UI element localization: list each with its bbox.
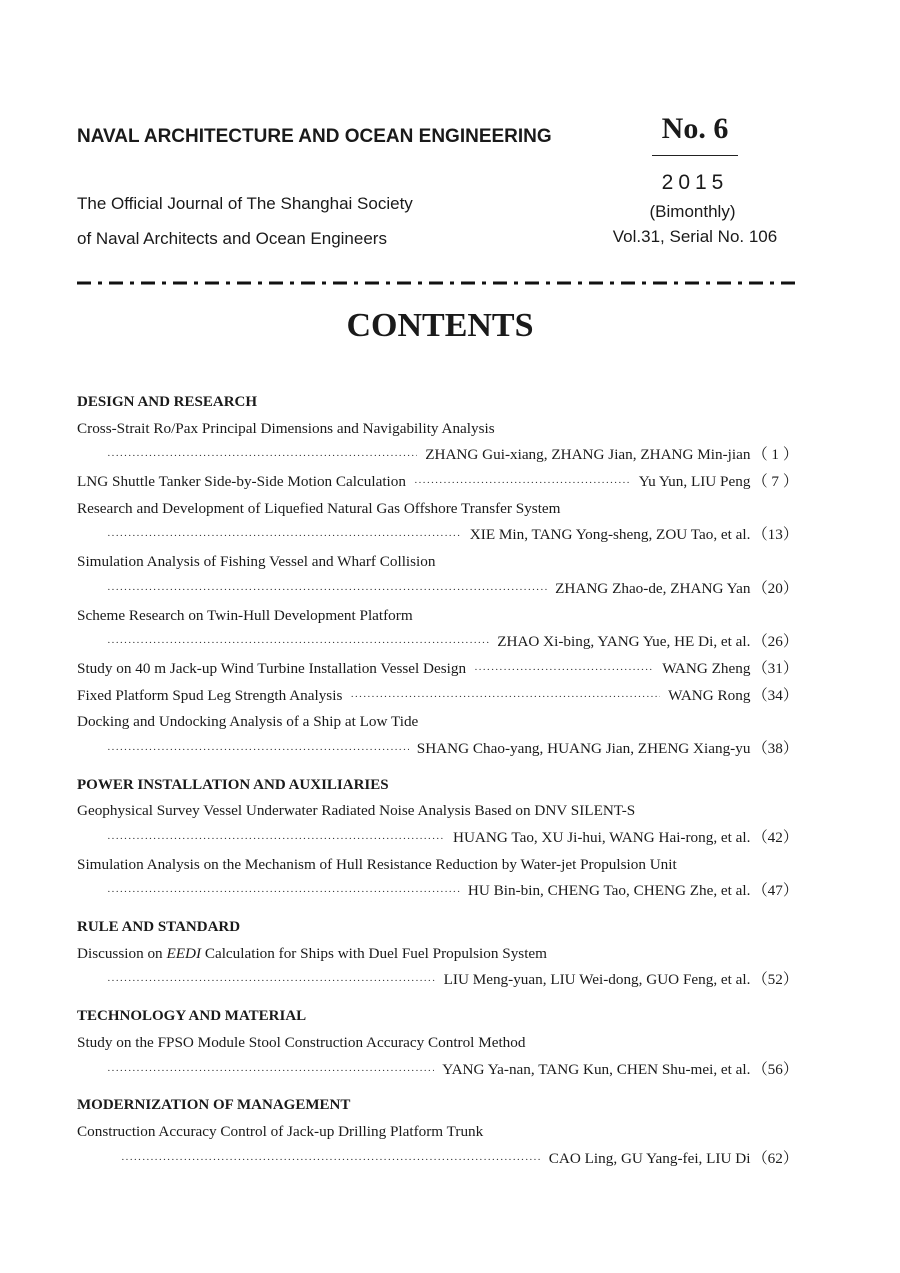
article-title: LNG Shuttle Tanker Side-by-Side Motion Calculation bbox=[77, 473, 406, 491]
article-byline bbox=[77, 878, 798, 905]
article-byline bbox=[77, 1146, 798, 1173]
issue-frequency: (Bimonthly) bbox=[649, 202, 736, 221]
article-byline bbox=[77, 825, 798, 852]
article-page: （42） bbox=[752, 829, 798, 846]
article-page: （31） bbox=[752, 659, 798, 677]
article-page: （52） bbox=[752, 971, 798, 989]
article-authors: ZHANG Gui-xiang, ZHANG Jian, ZHANG Min-jian bbox=[425, 446, 751, 464]
article-title: Simulation Analysis of Fishing Vessel and Wharf Collision bbox=[77, 553, 436, 571]
article-entry bbox=[77, 683, 798, 710]
dot-leader bbox=[107, 576, 547, 604]
article-title: Cross-Strait Ro/Pax Principal Dimensions and Navigability Analysis bbox=[77, 419, 495, 437]
article-title: Simulation Analysis on the Mechanism of Hull Resistance Reduction by Water-jet Propulsion Unit bbox=[77, 855, 677, 873]
article-title: Construction Accuracy Control of Jack-up Drilling Platform Trunk bbox=[77, 1122, 484, 1140]
article-title-emphasis: EEDI bbox=[166, 944, 202, 962]
article-page: （20） bbox=[752, 579, 798, 597]
article-page: （ 1 ） bbox=[752, 446, 798, 464]
article-title-post: Calculation for Ships with Duel Fuel Propulsion System bbox=[201, 944, 547, 962]
article-title: Geophysical Survey Vessel Underwater Radiated Noise Analysis Based on DNV SILENT-S bbox=[77, 802, 636, 820]
section-heading: MODERNIZATION OF MANAGEMENT bbox=[77, 1097, 351, 1114]
journal-title: NAVAL ARCHITECTURE AND OCEAN ENGINEERING bbox=[77, 126, 552, 147]
article-title: Scheme Research on Twin-Hull Development Platform bbox=[77, 606, 413, 624]
article-title: Study on 40 m Jack-up Wind Turbine Installation Vessel Design bbox=[77, 659, 467, 677]
table-of-contents bbox=[77, 389, 798, 1172]
contents-heading: CONTENTS bbox=[346, 307, 534, 344]
article-title: Research and Development of Liquefied Natural Gas Offshore Transfer System bbox=[77, 499, 561, 517]
article-byline bbox=[77, 629, 798, 656]
article-title: Fixed Platform Spud Leg Strength Analysis bbox=[77, 686, 343, 704]
dash-dot-divider bbox=[77, 280, 797, 286]
section-heading: POWER INSTALLATION AND AUXILIARIES bbox=[77, 776, 389, 793]
dot-leader bbox=[107, 878, 460, 906]
article-authors: LIU Meng-yuan, LIU Wei-dong, GUO Feng, et al. bbox=[443, 971, 751, 989]
article-page: （56） bbox=[752, 1060, 798, 1078]
article-authors: WANG Zheng bbox=[662, 659, 751, 677]
dot-leader bbox=[107, 825, 445, 853]
article-page: （13） bbox=[752, 526, 798, 544]
article-byline bbox=[77, 1057, 798, 1084]
dot-leader bbox=[107, 1057, 434, 1085]
article-title: Docking and Undocking Analysis of a Ship at Low Tide bbox=[77, 713, 419, 731]
issue-number: No. 6 bbox=[661, 112, 729, 145]
article-byline bbox=[77, 736, 798, 763]
section-heading: DESIGN AND RESEARCH bbox=[77, 394, 258, 410]
dot-leader bbox=[414, 469, 631, 497]
article-page: （26） bbox=[752, 633, 798, 651]
article-authors: ZHANG Zhao-de, ZHANG Yan bbox=[555, 579, 751, 597]
journal-subtitle-line2: of Naval Architects and Ocean Engineers bbox=[77, 229, 387, 248]
article-authors: XIE Min, TANG Yong-sheng, ZOU Tao, et al. bbox=[469, 526, 751, 544]
issue-volume: Vol.31, Serial No. 106 bbox=[612, 227, 778, 246]
article-authors: HUANG Tao, XU Ji-hui, WANG Hai-rong, et al. bbox=[453, 829, 751, 846]
article-byline bbox=[77, 967, 798, 994]
article-authors: CAO Ling, GU Yang-fei, LIU Di bbox=[548, 1149, 751, 1167]
article-page: （47） bbox=[752, 882, 798, 900]
dot-leader bbox=[107, 967, 436, 995]
article-authors: SHANG Chao-yang, HUANG Jian, ZHENG Xiang-yu bbox=[416, 739, 751, 757]
dot-leader bbox=[350, 683, 660, 711]
article-title-pre: Discussion on bbox=[77, 944, 167, 962]
article-entry bbox=[77, 656, 798, 683]
article-authors: WANG Rong bbox=[668, 686, 751, 704]
article-title bbox=[77, 941, 798, 968]
article-authors: YANG Ya-nan, TANG Kun, CHEN Shu-mei, et al. bbox=[442, 1060, 751, 1078]
article-title: Study on the FPSO Module Stool Construction Accuracy Control Method bbox=[77, 1033, 526, 1051]
article-byline bbox=[77, 522, 798, 549]
issue-divider bbox=[652, 155, 738, 156]
issue-year: 2015 bbox=[661, 171, 729, 194]
article-page: （62） bbox=[752, 1149, 798, 1167]
dot-leader bbox=[107, 629, 489, 657]
article-page: （38） bbox=[752, 739, 798, 757]
article-authors: Yu Yun, LIU Peng bbox=[638, 473, 751, 491]
article-page: （34） bbox=[752, 686, 798, 704]
article-authors: ZHAO Xi-bing, YANG Yue, HE Di, et al. bbox=[497, 633, 751, 651]
dot-leader bbox=[107, 522, 462, 550]
dot-leader bbox=[121, 1146, 541, 1174]
section-heading: TECHNOLOGY AND MATERIAL bbox=[77, 1008, 307, 1025]
dot-leader bbox=[107, 736, 409, 764]
journal-subtitle-line1: The Official Journal of The Shanghai Society bbox=[77, 194, 413, 213]
article-authors: HU Bin-bin, CHENG Tao, CHENG Zhe, et al. bbox=[467, 882, 751, 900]
article-entry bbox=[77, 469, 798, 496]
dot-leader bbox=[474, 656, 654, 684]
section-heading: RULE AND STANDARD bbox=[77, 919, 241, 936]
article-page: （ 7 ） bbox=[752, 473, 798, 491]
article-byline bbox=[77, 576, 798, 603]
dot-leader bbox=[107, 442, 417, 470]
article-byline bbox=[77, 442, 798, 469]
